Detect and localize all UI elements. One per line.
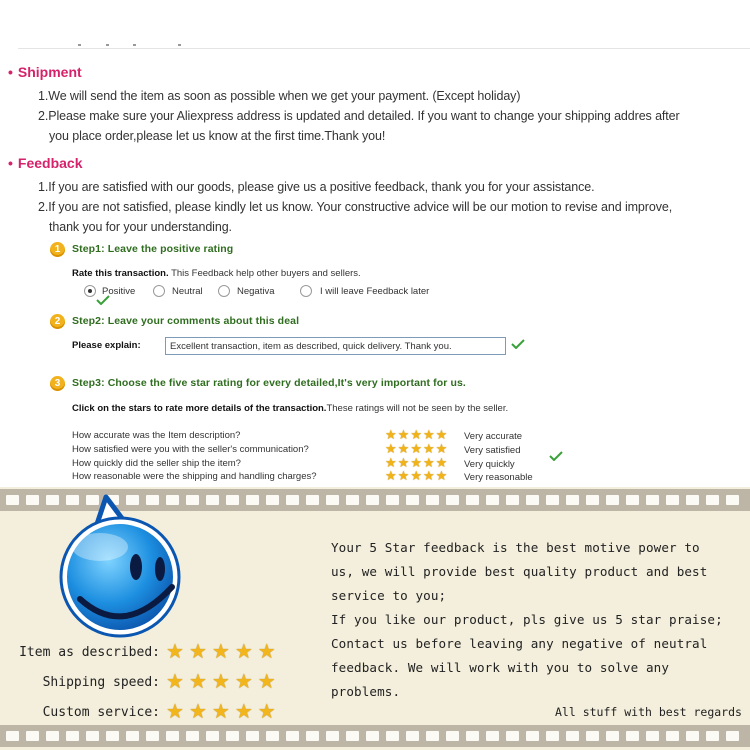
star-icon[interactable]: ★: [397, 427, 410, 442]
explain-input[interactable]: Excellent transaction, item as described, quick delivery. Thank you.: [165, 337, 506, 355]
check-icon: [511, 339, 525, 349]
star-rating-communication[interactable]: [385, 443, 447, 455]
film-hole: [306, 495, 319, 505]
banner-line-2: us, we will provide best quality product and best: [331, 564, 708, 579]
option-later-label: I will leave Feedback later: [320, 286, 430, 297]
film-hole: [326, 731, 339, 741]
film-hole: [526, 495, 539, 505]
step3-header: [50, 375, 466, 391]
star-icon: ★: [257, 701, 276, 723]
film-hole: [446, 495, 459, 505]
film-hole: [266, 731, 279, 741]
film-hole: [306, 731, 319, 741]
rating-result: Very quickly: [464, 459, 515, 470]
click-stars-row: [72, 403, 508, 414]
stars-custom-service: [166, 702, 276, 722]
star-icon[interactable]: ★: [410, 468, 422, 483]
rating-question: How satisfied were you with the seller's communication?: [72, 444, 309, 455]
step1-label: Step1: Leave the positive rating: [72, 243, 234, 255]
rating-question: How accurate was the Item description?: [72, 430, 241, 441]
film-hole: [6, 495, 19, 505]
click-label: Click on the stars to rate more details of the transaction.: [72, 403, 327, 414]
film-hole: [706, 495, 719, 505]
film-hole: [266, 495, 279, 505]
feedback-line-2b: thank you for your understanding.: [49, 220, 232, 234]
star-icon[interactable]: ★: [410, 455, 422, 470]
banner-line-4: If you like our product, pls give us 5 star praise;: [331, 612, 723, 627]
star-icon[interactable]: ★: [422, 441, 435, 456]
film-hole: [26, 731, 39, 741]
film-hole: [366, 495, 379, 505]
feedback-line-1: 1.If you are satisfied with our goods, please give us a positive feedback, thank you for your assistance.: [38, 180, 595, 194]
film-hole: [606, 495, 619, 505]
film-hole: [106, 731, 119, 741]
rate-transaction-row: [72, 268, 361, 279]
film-hole: [206, 731, 219, 741]
rating-label-shipping: Shipping speed:: [42, 675, 160, 690]
shipment-line-1: 1.We will send the item as soon as possible when we get your payment. (Except holiday): [38, 89, 521, 103]
star-icon: ★: [211, 701, 230, 723]
step-number-icon: 3: [50, 376, 65, 391]
film-hole: [486, 495, 499, 505]
check-icon: [96, 295, 110, 305]
film-hole: [466, 495, 479, 505]
film-hole: [386, 495, 399, 505]
film-hole: [646, 731, 659, 741]
film-hole: [586, 731, 599, 741]
star-rating-accurate[interactable]: [385, 429, 447, 441]
star-icon: ★: [166, 701, 184, 723]
feedback-line-2: 2.If you are not satisfied, please kindly let us know. Your constructive advice will be our motion to revise and improve,: [38, 200, 673, 214]
star-icon[interactable]: ★: [410, 441, 422, 456]
rating-result: Very satisfied: [464, 445, 521, 456]
film-hole: [626, 731, 639, 741]
radio-later[interactable]: [300, 285, 312, 297]
shipment-line-2: 2.Please make sure your Aliexpress address is updated and detailed. If you want to change your shipping addres after: [38, 109, 680, 123]
top-divider: [18, 48, 750, 49]
bullet-icon: •: [8, 155, 13, 171]
film-hole: [246, 495, 259, 505]
film-hole: [566, 495, 579, 505]
film-hole: [666, 731, 679, 741]
star-icon: ★: [257, 671, 276, 693]
star-icon[interactable]: ★: [435, 441, 448, 456]
film-hole: [546, 731, 559, 741]
bullet-icon: •: [8, 64, 13, 80]
film-hole: [706, 731, 719, 741]
banner-line-7: problems.: [331, 684, 401, 699]
star-icon: ★: [166, 671, 184, 693]
film-hole: [386, 731, 399, 741]
film-hole: [466, 731, 479, 741]
film-strip-bottom: [0, 725, 750, 747]
feedback-heading: [8, 155, 83, 171]
star-icon[interactable]: ★: [435, 455, 448, 470]
stars-shipping-speed: [166, 672, 276, 692]
film-hole: [286, 731, 299, 741]
film-hole: [326, 495, 339, 505]
rating-label-item: Item as described:: [19, 645, 160, 660]
check-icon: [549, 451, 563, 461]
film-hole: [626, 495, 639, 505]
film-hole: [406, 731, 419, 741]
radio-positive[interactable]: [84, 285, 96, 297]
stars-item-described: [166, 642, 276, 662]
rating-result: Very accurate: [464, 431, 523, 442]
option-positive-label: Positive: [102, 286, 136, 297]
film-hole: [506, 495, 519, 505]
radio-neutral[interactable]: [153, 285, 165, 297]
rating-result: Very reasonable: [464, 472, 533, 483]
film-hole: [406, 495, 419, 505]
banner-line-1: Your 5 Star feedback is the best motive power to: [331, 540, 700, 555]
star-icon: ★: [234, 641, 253, 663]
banner-line-3: service to you;: [331, 588, 447, 603]
banner-line-6: feedback. We will work with you to solve any: [331, 660, 670, 675]
option-neutral-label: Neutral: [172, 286, 203, 297]
star-icon[interactable]: ★: [385, 427, 397, 442]
banner-line-5: Contact us before leaving any negative of neutral: [331, 636, 708, 651]
film-hole: [526, 731, 539, 741]
film-hole: [546, 495, 559, 505]
step1-header: [50, 241, 233, 257]
explain-label-text: Please explain:: [72, 340, 141, 351]
film-hole: [666, 495, 679, 505]
regards-text: All stuff with best regards: [555, 705, 742, 719]
film-hole: [346, 495, 359, 505]
star-icon[interactable]: ★: [397, 441, 410, 456]
film-hole: [486, 731, 499, 741]
radio-negative[interactable]: [218, 285, 230, 297]
star-icon: ★: [257, 641, 276, 663]
film-hole: [366, 731, 379, 741]
shipment-line-2b: you place order,please let us know at the first time.Thank you!: [49, 129, 386, 143]
film-hole: [646, 495, 659, 505]
star-icon: ★: [188, 701, 207, 723]
film-hole: [226, 731, 239, 741]
film-hole: [426, 731, 439, 741]
film-hole: [86, 731, 99, 741]
shipment-heading-text: Shipment: [17, 64, 82, 80]
star-icon: ★: [234, 701, 253, 723]
star-icon[interactable]: ★: [410, 427, 422, 442]
film-hole: [166, 731, 179, 741]
film-hole: [686, 731, 699, 741]
film-hole: [146, 731, 159, 741]
film-hole: [586, 495, 599, 505]
star-icon[interactable]: ★: [385, 441, 397, 456]
film-hole: [446, 731, 459, 741]
top-dots: [78, 44, 198, 48]
explain-label: [72, 340, 141, 351]
film-hole: [566, 731, 579, 741]
rating-question: How quickly did the seller ship the item?: [72, 458, 241, 469]
film-hole: [46, 731, 59, 741]
star-icon: ★: [234, 671, 253, 693]
star-icon[interactable]: ★: [435, 468, 448, 483]
smiley-speech-bubble-icon: [38, 489, 188, 639]
film-hole: [426, 495, 439, 505]
rating-question: How reasonable were the shipping and handling charges?: [72, 471, 317, 482]
star-icon[interactable]: ★: [385, 468, 397, 483]
film-hole: [186, 731, 199, 741]
star-icon[interactable]: ★: [435, 427, 448, 442]
film-hole: [346, 731, 359, 741]
step3-label: Step3: Choose the five star rating for every detailed,It's very important for us.: [72, 377, 466, 389]
step-number-icon: 2: [50, 314, 65, 329]
star-icon: ★: [188, 641, 207, 663]
rating-label-service: Custom service:: [42, 705, 160, 720]
film-hole: [246, 731, 259, 741]
star-icon[interactable]: ★: [397, 455, 410, 470]
star-icon[interactable]: ★: [422, 468, 435, 483]
star-icon[interactable]: ★: [422, 427, 435, 442]
film-hole: [226, 495, 239, 505]
step2-header: [50, 313, 299, 329]
film-hole: [206, 495, 219, 505]
film-hole: [66, 731, 79, 741]
click-hint: These ratings will not be seen by the seller.: [326, 403, 509, 414]
film-hole: [726, 495, 739, 505]
option-negative-label: Negativa: [237, 286, 275, 297]
film-hole: [606, 731, 619, 741]
star-icon[interactable]: ★: [422, 455, 435, 470]
shipment-heading: [8, 64, 82, 80]
film-hole: [126, 731, 139, 741]
film-hole: [6, 731, 19, 741]
star-rating-charges[interactable]: [385, 470, 447, 482]
step2-label: Step2: Leave your comments about this deal: [72, 315, 300, 327]
rate-label: Rate this transaction.: [72, 268, 169, 279]
film-hole: [726, 731, 739, 741]
film-hole: [506, 731, 519, 741]
star-icon: ★: [211, 671, 230, 693]
feedback-heading-text: Feedback: [17, 155, 83, 171]
star-icon: ★: [166, 641, 184, 663]
star-icon[interactable]: ★: [397, 468, 410, 483]
star-icon: ★: [188, 671, 207, 693]
film-hole: [686, 495, 699, 505]
star-icon[interactable]: ★: [385, 455, 397, 470]
rate-hint: This Feedback help other buyers and sellers.: [171, 268, 361, 279]
star-icon: ★: [211, 641, 230, 663]
step-number-icon: 1: [50, 242, 65, 257]
film-hole: [286, 495, 299, 505]
